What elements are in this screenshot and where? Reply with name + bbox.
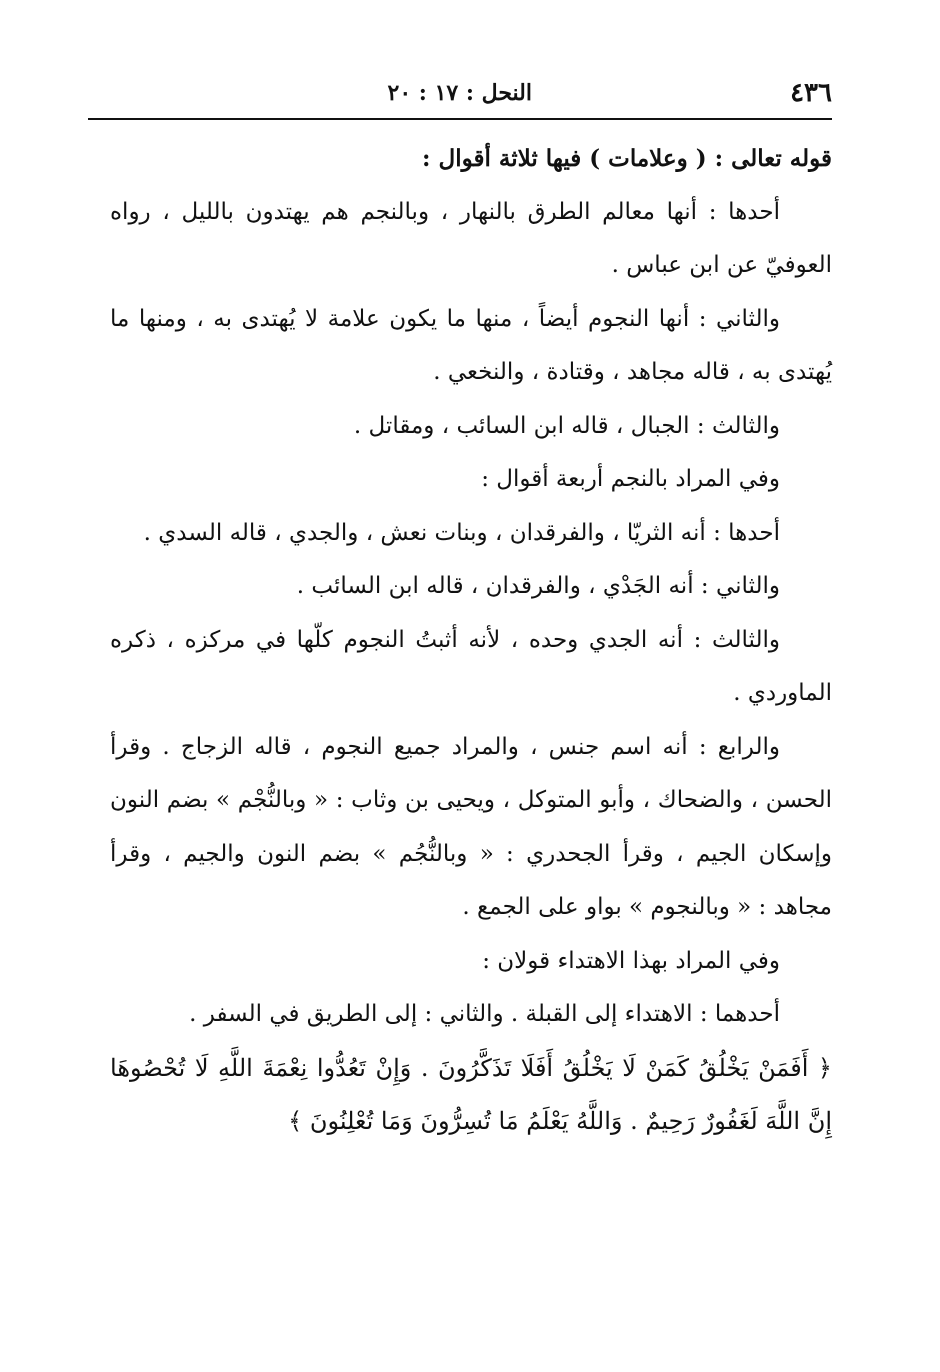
- page-header: [90, 78, 832, 118]
- page-number: ٤٣٦: [790, 78, 832, 108]
- running-head: النحل : ١٧ : ٢٠: [387, 80, 532, 106]
- paragraph: أحدهما : الاهتداء إلى القبلة . والثاني : إلى الطريق في السفر .: [189, 1001, 780, 1027]
- paragraph: أحدها : أنها معالم الطرق بالنهار ، وبالنجم هم يهتدون بالليل ، رواه العوفيّ عن ابن عباس .: [110, 198, 832, 278]
- paragraph: وفي المراد بهذا الاهتداء قولان :: [482, 947, 780, 974]
- paragraph: وفي المراد بالنجم أربعة أقوال :: [481, 466, 780, 492]
- paragraph: قوله تعالى : ( وعلامات ) فيها ثلاثة أقوال :: [421, 145, 832, 172]
- paragraph: والرابع : أنه اسم جنس ، والمراد جميع النجوم ، قاله الزجاج . وقرأ الحسن ، والضحاك ، وأبو المتوكل ، ويحيى بن وثاب : « وبالنُّجْم » بضم النون وإسكان الجيم ، وقرأ الجحدري : « وبالنُّجُم » بضم النون والجيم ، وقرأ مجاهد : « وبالنجوم » بواو على الجمع .: [110, 733, 832, 920]
- header-rule: [88, 118, 832, 120]
- paragraph: أحدها : أنه الثريّا ، والفرقدان ، وبنات نعش ، والجدي ، قاله السدي .: [143, 519, 780, 546]
- paragraph: والثالث : الجبال ، قاله ابن السائب ، ومقاتل .: [353, 412, 780, 439]
- quran-verse: ﴿ أَفَمَنْ يَخْلُقُ كَمَنْ لَا يَخْلُقُ أَفَلَا تَذَكَّرُونَ . وَإِنْ تَعُدُّوا نِعْمَةَ اللَّهِ لَا تُحْصُوهَا إِنَّ اللَّهَ لَغَفُورٌ رَحِيمٌ . وَاللَّهُ يَعْلَمُ مَا تُسِرُّونَ وَمَا تُعْلِنُونَ ﴾: [110, 1053, 832, 1135]
- paragraph: والثالث : أنه الجدي وحده ، لأنه أثبتُ النجوم كلّها في مركزه ، ذكره الماوردي .: [110, 626, 832, 706]
- paragraph: والثاني : أنه الجَدْي ، والفرقدان ، قاله ابن السائب .: [296, 573, 780, 599]
- paragraph: والثاني : أنها النجوم أيضاً ، منها ما يكون علامة لا يُهتدى به ، ومنها ما يُهتدى به ، قاله مجاهد ، وقتادة ، والنخعي .: [110, 305, 832, 385]
- page-body: [110, 132, 832, 1149]
